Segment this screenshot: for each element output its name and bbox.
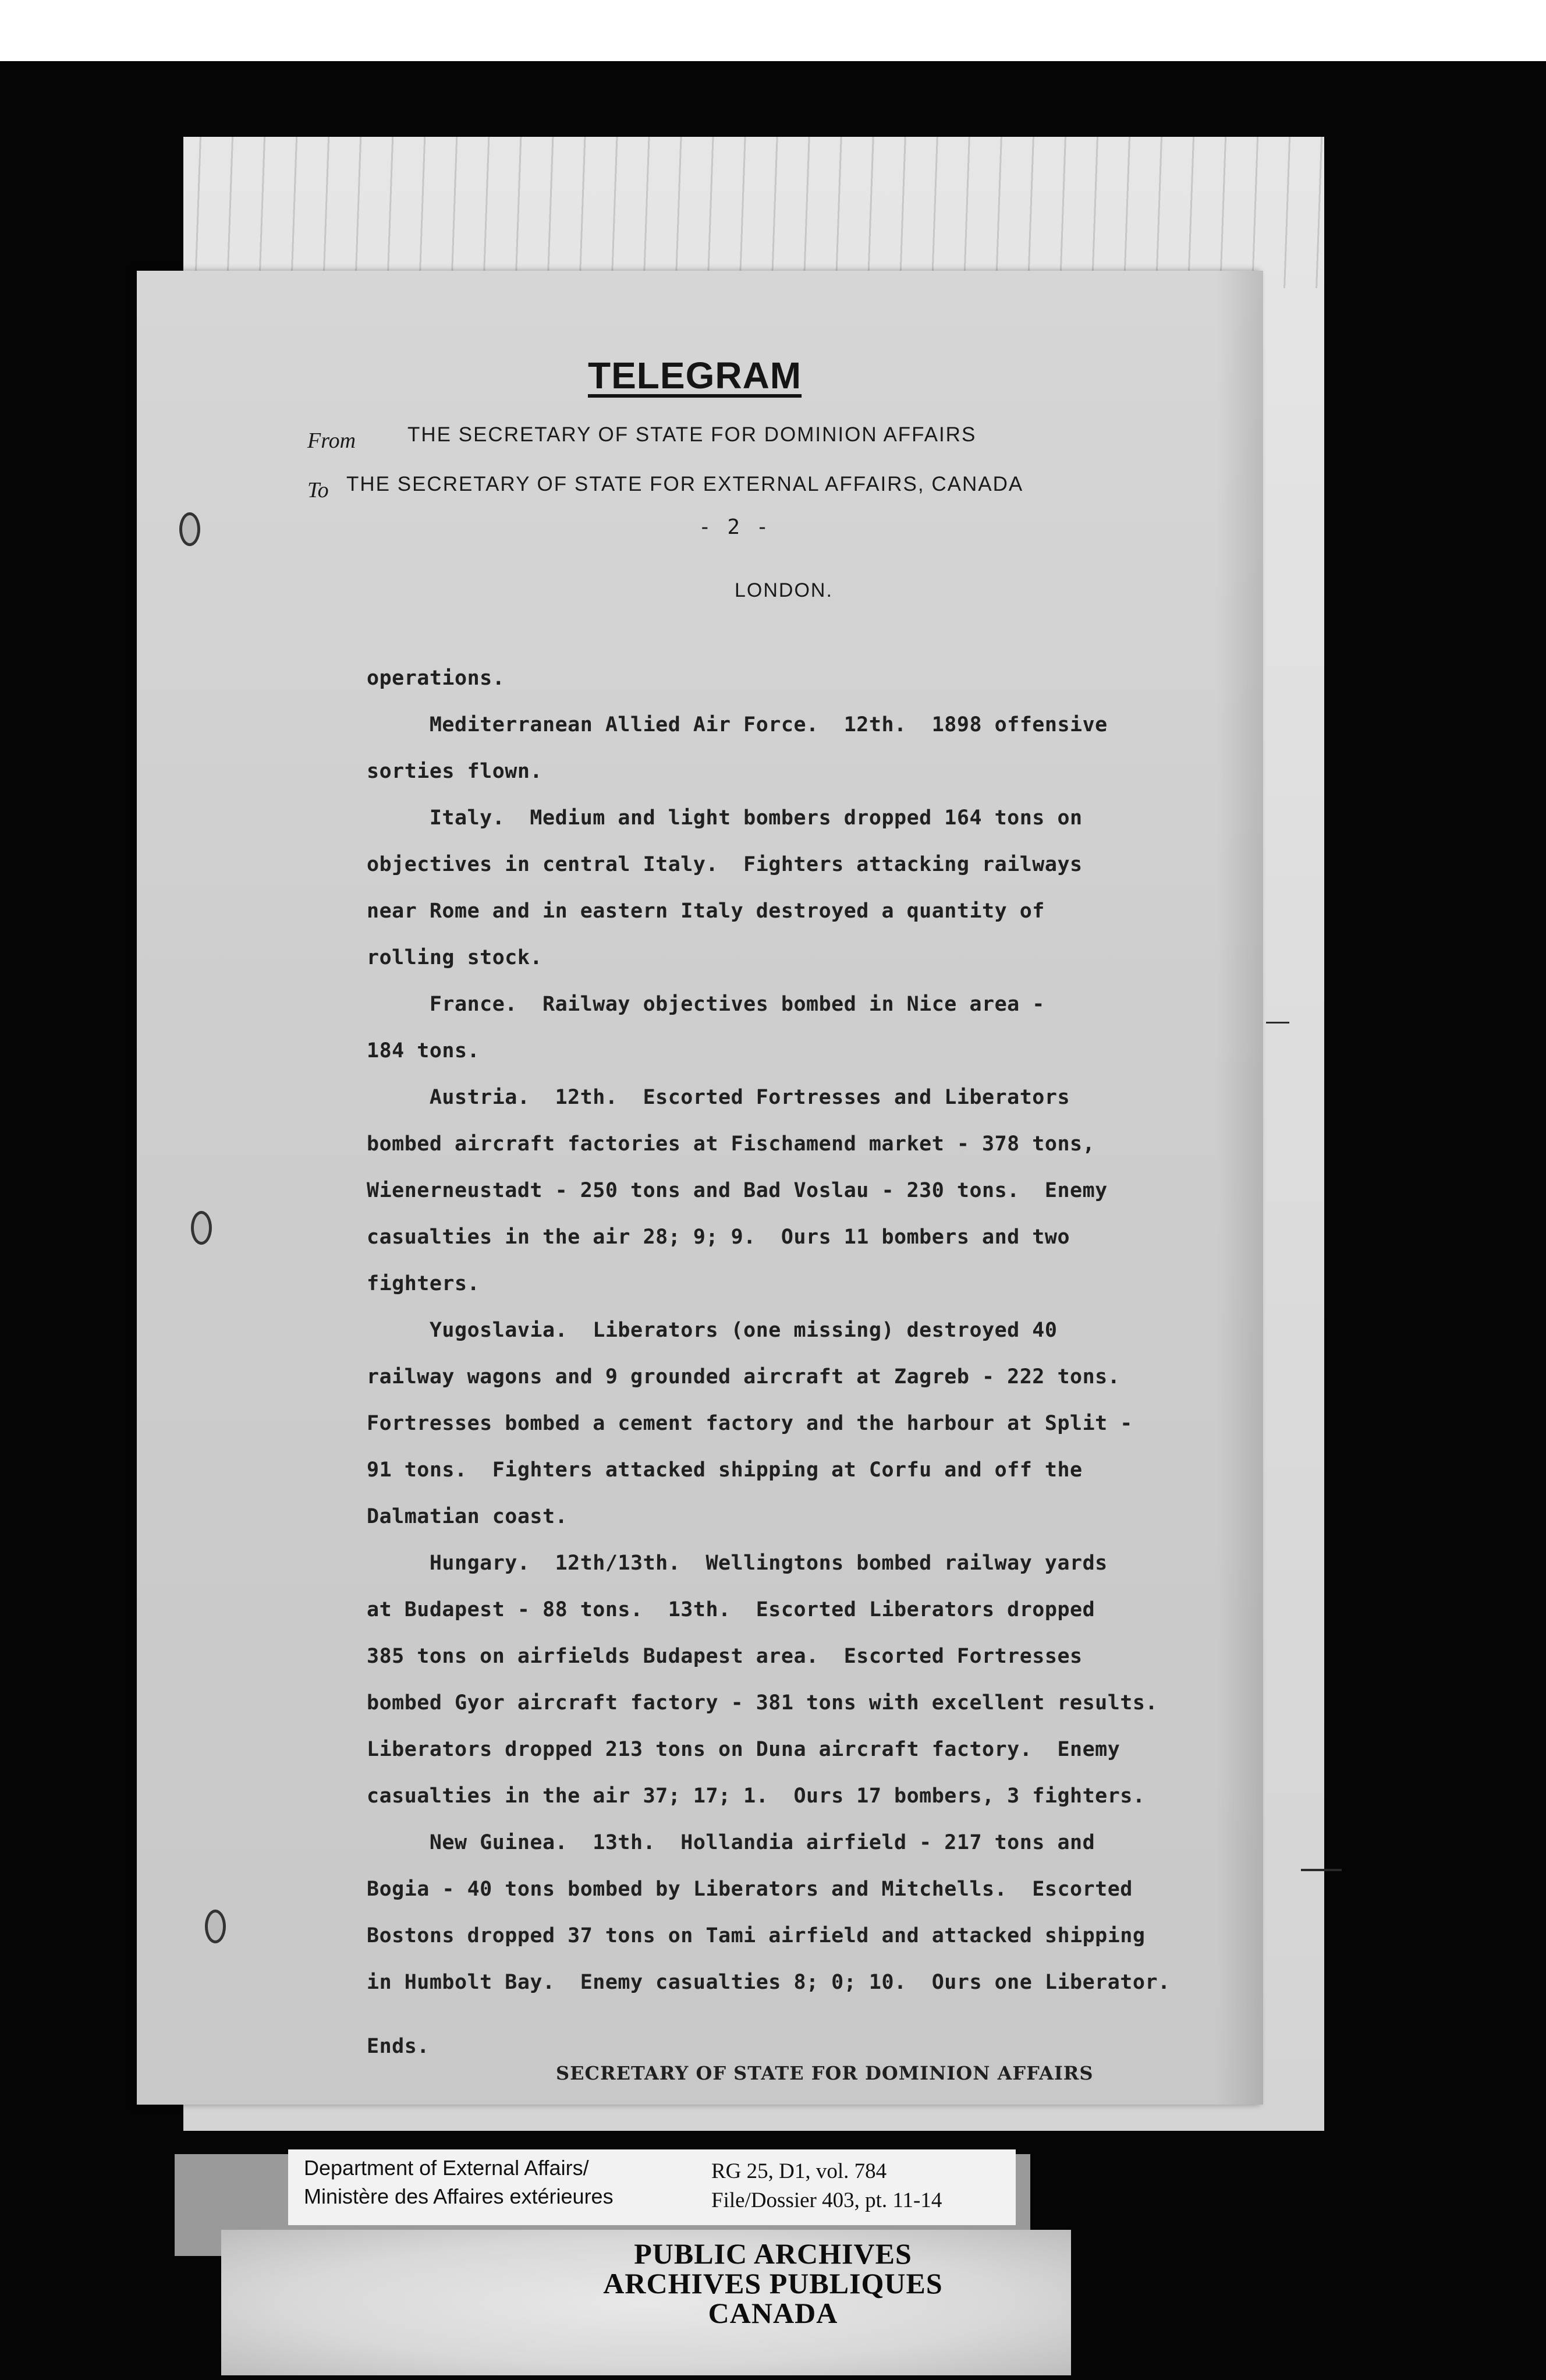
to-label: To [307,478,329,502]
label-reference-file: File/Dossier 403, pt. 11-14 [711,2188,942,2212]
body-line: railway wagons and 9 grounded aircraft at Zagreb - 222 tons. [367,1365,1121,1389]
body-line: objectives in central Italy. Fighters attacking railways [367,853,1083,876]
punch-hole-icon [205,1910,226,1943]
body-line: 385 tons on airfields Budapest area. Escorted Fortresses [367,1645,1083,1668]
body-line: 184 tons. [367,1039,480,1062]
label-department-fr: Ministère des Affaires extérieures [304,2184,614,2208]
body-line: Mediterranean Allied Air Force. 12th. 1898 offensive [367,713,1108,736]
punch-hole-icon [179,512,200,546]
archive-stamp-line: ARCHIVES PUBLIQUES [603,2267,943,2300]
to-value: THE SECRETARY OF STATE FOR EXTERNAL AFFAIRS, CANADA [346,473,1024,495]
label-reference-volume: RG 25, D1, vol. 784 [711,2159,887,2183]
body-line: bombed aircraft factories at Fischamend market - 378 tons, [367,1132,1095,1156]
margin-mark [1301,1869,1342,1871]
body-line: Hungary. 12th/13th. Wellingtons bombed railway yards [367,1552,1108,1575]
body-line: rolling stock. [367,946,543,969]
page-number: - 2 - [698,515,771,539]
archive-stamp-line: PUBLIC ARCHIVES [634,2237,912,2270]
dispatch-place: LONDON. [735,579,833,601]
body-line: New Guinea. 13th. Hollandia airfield - 217 tons and [367,1831,1095,1854]
margin-mark [1266,1022,1289,1023]
body-line: casualties in the air 28; 9; 9. Ours 11 bombers and two [367,1226,1070,1249]
body-line: Liberators dropped 213 tons on Duna aircraft factory. Enemy [367,1738,1121,1761]
body-line: Bostons dropped 37 tons on Tami airfield and attacked shipping [367,1924,1146,1947]
label-department-en: Department of External Affairs/ [304,2156,589,2180]
body-line: Austria. 12th. Escorted Fortresses and Liberators [367,1086,1070,1109]
body-line: Bogia - 40 tons bombed by Liberators and Mitchells. Escorted [367,1878,1133,1901]
body-line-closing: Ends. [367,2035,430,2058]
body-line: bombed Gyor aircraft factory - 381 tons with excellent results. [367,1691,1158,1715]
body-line: Yugoslavia. Liberators (one missing) destroyed 40 [367,1319,1058,1342]
telegram-title: TELEGRAM [588,355,802,396]
from-value: THE SECRETARY OF STATE FOR DOMINION AFFAIRS [407,423,977,446]
body-line: Dalmatian coast. [367,1505,568,1528]
body-line: casualties in the air 37; 17; 1. Ours 17 bombers, 3 fighters. [367,1784,1146,1808]
body-line: 91 tons. Fighters attacked shipping at Corfu and off the [367,1458,1083,1482]
body-line: in Humbolt Bay. Enemy casualties 8; 0; 10. Ours one Liberator. [367,1971,1171,1994]
punch-hole-icon [191,1211,212,1245]
body-line: at Budapest - 88 tons. 13th. Escorted Liberators dropped [367,1598,1095,1621]
body-line: fighters. [367,1272,480,1295]
archive-stamp-line: CANADA [708,2297,838,2329]
body-line: operations. [367,667,505,690]
signature-line: SECRETARY OF STATE FOR DOMINION AFFAIRS [556,2062,1094,2084]
top-margin [0,0,1546,61]
body-line: Italy. Medium and light bombers dropped 164 tons on [367,806,1083,830]
body-line: sorties flown. [367,760,543,783]
from-label: From [307,428,356,453]
paper-fibers [183,137,1324,288]
page-edge-shadow [1217,271,1263,2105]
body-line: near Rome and in eastern Italy destroyed a quantity of [367,899,1045,923]
body-line: Wienerneustadt - 250 tons and Bad Voslau - 230 tons. Enemy [367,1179,1108,1202]
body-line: Fortresses bombed a cement factory and the harbour at Split - [367,1412,1133,1435]
body-line: France. Railway objectives bombed in Nice area - [367,993,1045,1016]
